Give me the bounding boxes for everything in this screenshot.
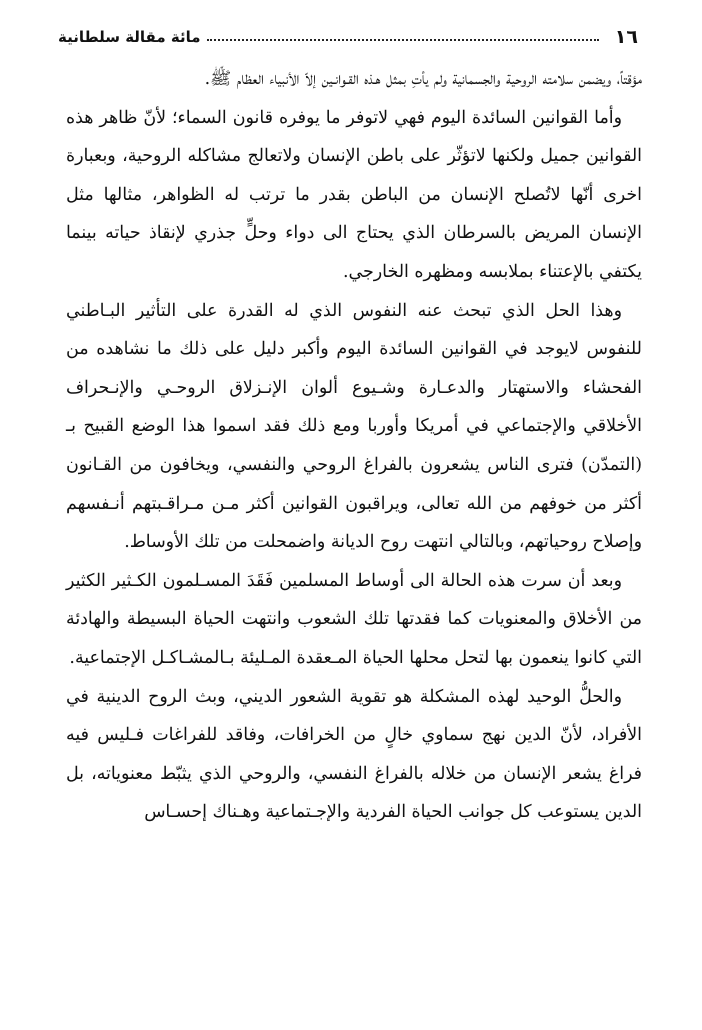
paragraph-continuation: مؤقتاً، ويضمن سلامته الروحية والجسمانية ولم يأتِ بمثل هـذه القـوانـين إلاّ الأنبياء العظام ﷺ.	[204, 69, 642, 89]
body-text	[66, 60, 642, 832]
book-title: مائة مقالة سلطانية	[58, 28, 201, 46]
paragraph: وبعد أن سرت هذه الحالة الى أوساط المسلمين فَقَدَ المسـلمون الكـثير الكثير من الأخلاق والمعنويات كما فقدتها تلك الشعوب وانتهت الحياة البسيطة والهادئة التي كانوا ينعمون بها لتحل محلها الحياة المـعقدة المـليئة بـالمشـاكـل الإجتماعية.	[66, 570, 642, 668]
running-header	[58, 22, 638, 52]
paragraph: وهذا الحل الذي تبحث عنه النفوس الذي له القدرة على التأثير البـاطني للنفوس لايوجد في القوانين السائدة اليوم وأكبر دليل على ذلك ما نشاهده من الفحشاء والاستهتار والدعـارة وشـيوع ألوان الإنـزلاق الروحـي والإنـحراف الأخلاقي والإجتماعي في أمريكا وأوربا ومع ذلك فقد اسموا هذا الوضع القبيح بـ (التمدّن) فترى الناس يشعرون بالفراغ الروحي والنفسي، ويخافون من القـانون أكثر من خوفهم من الله تعالى، ويراقبون القوانين أكثر مـن مـراقـبتهم أنـفسهم وإصلاح روحياتهم، وبالتالي انتهت روح الديانة واضمحلت من تلك الأوساط.	[66, 300, 642, 553]
page-number: ١٦	[614, 26, 638, 48]
paragraph: والحلُّ الوحيد لهذه المشكلة هو تقوية الشعور الديني، وبث الروح الدينية في الأفراد، لأنّ الدين نهج سماوي خالٍ من الخرافات، وفاقد للفراغات فـليس فيه فراغ يشعر الإنسان من خلاله بالفراغ النفسي، والروحي الذي يثبّط معنوياته، بل الدين يستوعب كل جوانب الحياة الفردية والإجـتماعية وهـناك إحسـاس	[66, 686, 642, 823]
paragraph: وأما القوانين السائدة اليوم فهي لاتوفر ما يوفره قانون السماء؛ لأنّ ظاهر هذه القوانين جميل ولكنها لاتؤثّر على باطن الإنسان ولاتعالج مشاكله الروحية، وبعبارة اخرى أنّها لاتُصلح الإنسان من الباطن بقدر ما ترتب له الظواهر، مثالها مثل الإنسان المريض بالسرطان الذي يحتاج الى دواء وحلٍّ جذري لإنقاذ حياته بينما يكتفي بالإعتناء بملابسه ومظهره الخارجي.	[66, 107, 642, 282]
header-dot-leader	[207, 39, 599, 41]
